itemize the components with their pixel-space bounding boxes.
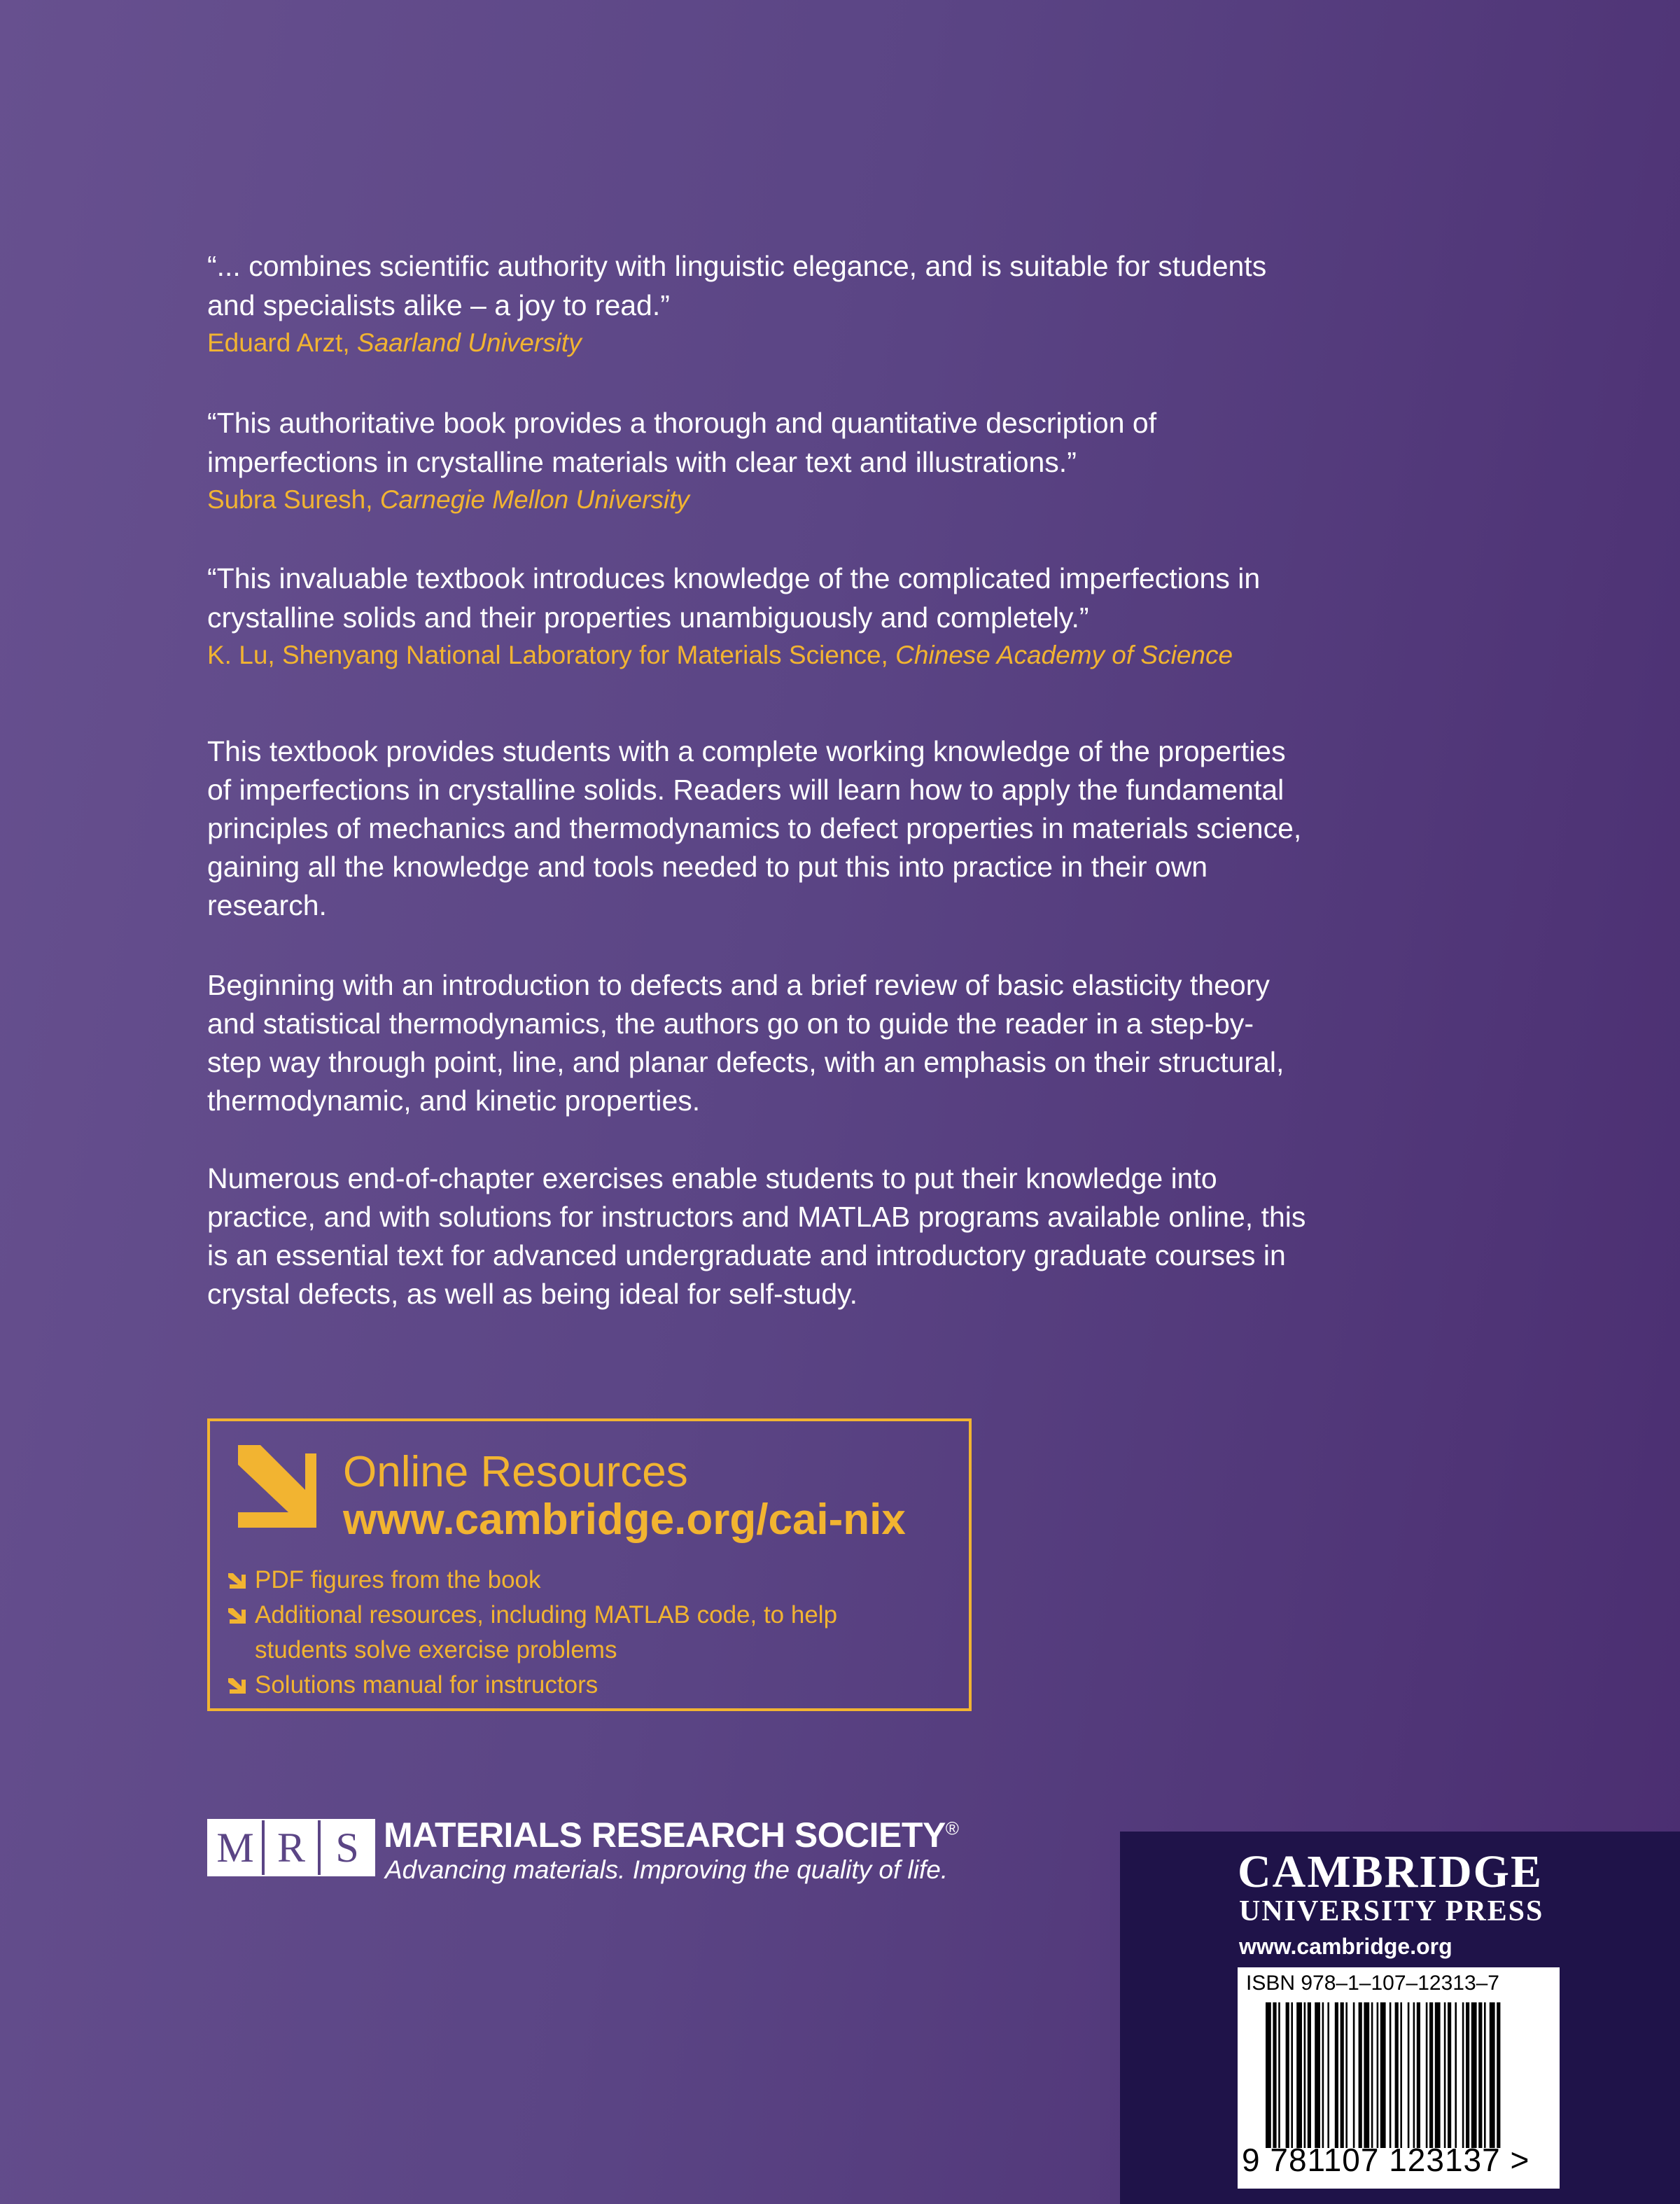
- barcode-bar: [1390, 2002, 1392, 2148]
- description-paragraph-1: This textbook provides students with a complete working knowledge of the properties of imperfections in crystalline solids. Readers will learn how to apply the fundamental principles of mechanics and thermodynamics to defect properties in materials science, gaining all the knowledge and tools needed to put this into practice in their own research.: [207, 735, 1302, 921]
- barcode-bar: [1291, 2002, 1293, 2148]
- barcode-bar: [1345, 2002, 1348, 2148]
- barcode-bar: [1471, 2002, 1477, 2148]
- barcode-bar: [1466, 2002, 1469, 2148]
- barcode-digits: 9 781107 123137 >: [1242, 2142, 1530, 2178]
- arrow-bullet-icon: [227, 1607, 248, 1625]
- barcode-bar: [1296, 2002, 1302, 2148]
- online-resources-title: Online Resources: [343, 1448, 688, 1496]
- barcode-bars: [1266, 2002, 1546, 2148]
- barcode-bar: [1278, 2002, 1280, 2148]
- mrs-name: MATERIALS RESEARCH SOCIETY®: [384, 1815, 959, 1855]
- online-resources-list: [227, 1563, 837, 1703]
- isbn-label: ISBN 978–1–107–12313–7: [1246, 1972, 1499, 1995]
- barcode-bar: [1426, 2002, 1428, 2148]
- description-paragraph-3: Numerous end-of-chapter exercises enable students to put their knowledge into practice, and with solutions for instructors and MATLAB programs available online, this is an essential text for advanced undergraduate and introductory graduate courses in crystal defects, as well as being ideal for self-study.: [207, 1162, 1306, 1310]
- testimonial-quote: “... combines scientific authority with linguistic elegance, and is suitable for students and specialists alike – a joy to read.”: [207, 250, 1267, 321]
- barcode-bar: [1435, 2002, 1441, 2148]
- barcode-bar: [1304, 2002, 1306, 2148]
- testimonial-author: Eduard Arzt, Saarland University: [207, 328, 582, 357]
- mrs-logo-block: [207, 1815, 991, 1884]
- arrow-bullet-icon: [227, 1572, 248, 1590]
- barcode-bar: [1340, 2002, 1344, 2148]
- barcode-bar: [1377, 2002, 1379, 2148]
- list-item: Additional resources, including MATLAB code, to help students solve exercise problems: [227, 1598, 837, 1668]
- barcode-bar: [1335, 2002, 1338, 2148]
- barcode-bar: [1408, 2002, 1410, 2148]
- list-item: PDF figures from the book: [227, 1563, 837, 1598]
- barcode-bar: [1417, 2002, 1420, 2148]
- arrow-down-right-icon: [232, 1437, 319, 1542]
- barcode-bar: [1322, 2002, 1324, 2148]
- publisher-press: UNIVERSITY PRESS: [1239, 1895, 1544, 1927]
- testimonial-author: Subra Suresh, Carnegie Mellon University: [207, 485, 690, 514]
- barcode-bar: [1266, 2002, 1271, 2148]
- barcode-bar: [1429, 2002, 1433, 2148]
- mrs-tagline: Advancing materials. Improving the quality of life.: [385, 1855, 948, 1884]
- barcode-bar: [1286, 2002, 1289, 2148]
- testimonial-2: [207, 403, 1156, 518]
- barcode-bar: [1490, 2002, 1495, 2148]
- barcode-bar: [1327, 2002, 1329, 2148]
- publisher-name: CAMBRIDGE: [1238, 1846, 1544, 1897]
- testimonial-1: [207, 246, 1266, 361]
- barcode-bar: [1371, 2002, 1373, 2148]
- barcode-bar: [1448, 2002, 1451, 2148]
- barcode-bar: [1395, 2002, 1399, 2148]
- barcode-bar: [1364, 2002, 1369, 2148]
- testimonial-quote: “This invaluable textbook introduces knowledge of the complicated imperfections in crystalline solids and their properties unambiguously and completely.”: [207, 562, 1261, 634]
- barcode-bar: [1273, 2002, 1276, 2148]
- mrs-logo: M R S: [207, 1819, 375, 1876]
- barcode-bar: [1359, 2002, 1362, 2148]
- testimonial-author: K. Lu, Shenyang National Laboratory for Materials Science, Chinese Academy of Science: [207, 641, 1233, 669]
- barcode-bar: [1455, 2002, 1457, 2148]
- description-paragraph-2: Beginning with an introduction to defects and a brief review of basic elasticity theory and statistical thermodynamics, the authors go on to guide the reader in a step-by- step way through point, line, and planar defects, with an emphasis on their structural, thermodynamic, and kinetic properties.: [207, 969, 1284, 1117]
- barcode-bar: [1413, 2002, 1415, 2148]
- barcode-bar: [1315, 2002, 1320, 2148]
- testimonial-quote: “This authoritative book provides a thorough and quantitative description of imperfections in crystalline materials with clear text and illustrations.”: [207, 407, 1157, 478]
- testimonial-3: [207, 559, 1260, 674]
- list-item: Solutions manual for instructors: [227, 1668, 837, 1703]
- barcode-bar: [1400, 2002, 1402, 2148]
- barcode-bar: [1462, 2002, 1464, 2148]
- online-resources-url[interactable]: www.cambridge.org/cai-nix: [343, 1495, 906, 1544]
- publisher-website[interactable]: www.cambridge.org: [1239, 1934, 1452, 1959]
- barcode: [1238, 1967, 1560, 2189]
- arrow-bullet-icon: [227, 1677, 248, 1695]
- barcode-bar: [1353, 2002, 1355, 2148]
- barcode-bar: [1478, 2002, 1482, 2148]
- barcode-bar: [1380, 2002, 1386, 2148]
- barcode-bar: [1497, 2002, 1500, 2148]
- online-resources-box: [207, 1418, 972, 1711]
- barcode-bar: [1484, 2002, 1486, 2148]
- barcode-bar: [1308, 2002, 1311, 2148]
- barcode-bar: [1444, 2002, 1446, 2148]
- publisher-panel: [1120, 1832, 1680, 2204]
